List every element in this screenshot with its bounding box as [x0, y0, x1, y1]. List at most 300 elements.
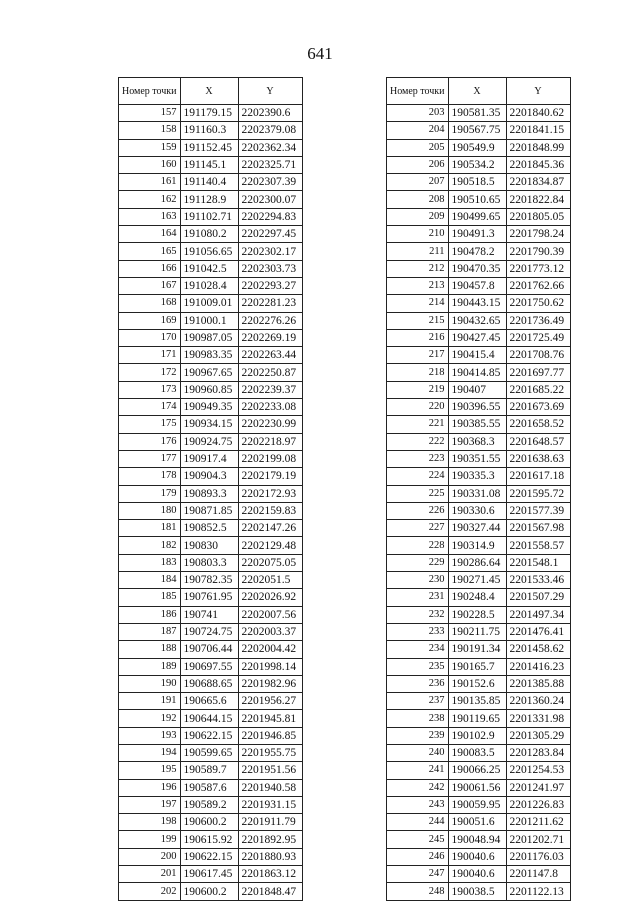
- point-number-cell: 208: [387, 191, 449, 208]
- table-row: [387, 416, 571, 433]
- x-cell: 191080.2: [180, 226, 238, 243]
- table-body-left: [119, 105, 303, 901]
- x-cell: 190587.6: [180, 779, 238, 796]
- y-cell: 2202325.71: [238, 156, 302, 173]
- point-number-cell: 218: [387, 364, 449, 381]
- point-number-cell: 209: [387, 208, 449, 225]
- point-number-cell: 160: [119, 156, 181, 173]
- table-row: [119, 554, 303, 571]
- table-row: [387, 226, 571, 243]
- table-row: [119, 381, 303, 398]
- table-row: [119, 866, 303, 883]
- y-cell: 2202129.48: [238, 537, 302, 554]
- header-y: Y: [506, 78, 570, 105]
- x-cell: 190083.5: [448, 744, 506, 761]
- y-cell: 2201697.77: [506, 364, 570, 381]
- y-cell: 2201226.83: [506, 796, 570, 813]
- table-row: [387, 381, 571, 398]
- y-cell: 2202297.45: [238, 226, 302, 243]
- table-row: [119, 399, 303, 416]
- y-cell: 2202233.08: [238, 399, 302, 416]
- y-cell: 2201331.98: [506, 710, 570, 727]
- x-cell: 191102.71: [180, 208, 238, 225]
- y-cell: 2201533.46: [506, 572, 570, 589]
- x-cell: 190665.6: [180, 693, 238, 710]
- y-cell: 2201956.27: [238, 693, 302, 710]
- point-number-cell: 239: [387, 727, 449, 744]
- x-cell: 191152.45: [180, 139, 238, 156]
- point-number-cell: 187: [119, 623, 181, 640]
- x-cell: 190987.05: [180, 329, 238, 346]
- y-cell: 2201673.69: [506, 399, 570, 416]
- table-row: [387, 243, 571, 260]
- y-cell: 2201982.96: [238, 675, 302, 692]
- x-cell: 190048.94: [448, 831, 506, 848]
- x-cell: 190983.35: [180, 347, 238, 364]
- table-row: [119, 174, 303, 191]
- y-cell: 2201805.05: [506, 208, 570, 225]
- table-row: [119, 226, 303, 243]
- table-row: [119, 589, 303, 606]
- point-number-cell: 195: [119, 762, 181, 779]
- table-row: [387, 502, 571, 519]
- point-number-cell: 221: [387, 416, 449, 433]
- point-number-cell: 161: [119, 174, 181, 191]
- table-row: [387, 468, 571, 485]
- point-number-cell: 236: [387, 675, 449, 692]
- table-row: [119, 502, 303, 519]
- y-cell: 2202307.39: [238, 174, 302, 191]
- point-number-cell: 162: [119, 191, 181, 208]
- header-y: Y: [238, 78, 302, 105]
- y-cell: 2201685.22: [506, 381, 570, 398]
- table-body-right: [387, 105, 571, 901]
- x-cell: 190949.35: [180, 399, 238, 416]
- x-cell: 190478.2: [448, 243, 506, 260]
- table-row: [387, 174, 571, 191]
- y-cell: 2201998.14: [238, 658, 302, 675]
- table-row: [387, 866, 571, 883]
- y-cell: 2201951.56: [238, 762, 302, 779]
- x-cell: 190622.15: [180, 848, 238, 865]
- y-cell: 2202147.26: [238, 520, 302, 537]
- x-cell: 190443.15: [448, 295, 506, 312]
- x-cell: 190615.92: [180, 831, 238, 848]
- x-cell: 190622.15: [180, 727, 238, 744]
- point-number-cell: 244: [387, 814, 449, 831]
- y-cell: 2201595.72: [506, 485, 570, 502]
- point-number-cell: 215: [387, 312, 449, 329]
- table-row: [119, 243, 303, 260]
- x-cell: 190248.4: [448, 589, 506, 606]
- point-number-cell: 247: [387, 866, 449, 883]
- x-cell: 190803.3: [180, 554, 238, 571]
- x-cell: 190549.9: [448, 139, 506, 156]
- x-cell: 190211.75: [448, 623, 506, 640]
- point-number-cell: 207: [387, 174, 449, 191]
- header-x: X: [180, 78, 238, 105]
- point-number-cell: 234: [387, 641, 449, 658]
- table-row: [119, 848, 303, 865]
- x-cell: 190724.75: [180, 623, 238, 640]
- x-cell: 191028.4: [180, 277, 238, 294]
- y-cell: 2201840.62: [506, 105, 570, 122]
- table-row: [119, 364, 303, 381]
- x-cell: 190191.34: [448, 641, 506, 658]
- y-cell: 2201845.36: [506, 156, 570, 173]
- table-row: [119, 744, 303, 761]
- table-row: [119, 883, 303, 900]
- x-cell: 190904.3: [180, 468, 238, 485]
- x-cell: 190396.55: [448, 399, 506, 416]
- x-cell: 190432.65: [448, 312, 506, 329]
- table-row: [119, 641, 303, 658]
- table-row: [119, 710, 303, 727]
- point-number-cell: 184: [119, 572, 181, 589]
- point-number-cell: 166: [119, 260, 181, 277]
- point-number-cell: 199: [119, 831, 181, 848]
- table-row: [387, 122, 571, 139]
- y-cell: 2202250.87: [238, 364, 302, 381]
- point-number-cell: 213: [387, 277, 449, 294]
- table-row: [119, 831, 303, 848]
- table-row: [387, 312, 571, 329]
- y-cell: 2201617.18: [506, 468, 570, 485]
- table-row: [387, 260, 571, 277]
- x-cell: 190152.6: [448, 675, 506, 692]
- table-row: [387, 762, 571, 779]
- table-row: [119, 105, 303, 122]
- point-number-cell: 248: [387, 883, 449, 900]
- point-number-cell: 183: [119, 554, 181, 571]
- y-cell: 2201955.75: [238, 744, 302, 761]
- point-number-cell: 243: [387, 796, 449, 813]
- point-number-cell: 235: [387, 658, 449, 675]
- y-cell: 2202172.93: [238, 485, 302, 502]
- x-cell: 191160.3: [180, 122, 238, 139]
- y-cell: 2201211.62: [506, 814, 570, 831]
- table-row: [119, 779, 303, 796]
- table-row: [387, 191, 571, 208]
- point-number-cell: 189: [119, 658, 181, 675]
- header-x: X: [448, 78, 506, 105]
- x-cell: 190491.3: [448, 226, 506, 243]
- y-cell: 2201638.63: [506, 450, 570, 467]
- table-row: [387, 554, 571, 571]
- y-cell: 2202159.83: [238, 502, 302, 519]
- table-row: [387, 105, 571, 122]
- point-number-cell: 159: [119, 139, 181, 156]
- x-cell: 190706.44: [180, 641, 238, 658]
- point-number-cell: 200: [119, 848, 181, 865]
- x-cell: 190119.65: [448, 710, 506, 727]
- point-number-cell: 171: [119, 347, 181, 364]
- table-row: [387, 520, 571, 537]
- y-cell: 2201946.85: [238, 727, 302, 744]
- table-row: [387, 744, 571, 761]
- x-cell: 191179.15: [180, 105, 238, 122]
- table-row: [119, 122, 303, 139]
- point-number-cell: 185: [119, 589, 181, 606]
- table-row: [387, 710, 571, 727]
- point-number-cell: 214: [387, 295, 449, 312]
- x-cell: 191140.4: [180, 174, 238, 191]
- x-cell: 190414.85: [448, 364, 506, 381]
- y-cell: 2201558.57: [506, 537, 570, 554]
- y-cell: 2202075.05: [238, 554, 302, 571]
- x-cell: 190761.95: [180, 589, 238, 606]
- y-cell: 2202362.34: [238, 139, 302, 156]
- x-cell: 190510.65: [448, 191, 506, 208]
- table-row: [387, 295, 571, 312]
- table-row: [387, 572, 571, 589]
- table-row: [387, 537, 571, 554]
- point-number-cell: 176: [119, 433, 181, 450]
- y-cell: 2202379.08: [238, 122, 302, 139]
- point-number-cell: 177: [119, 450, 181, 467]
- y-cell: 2202199.08: [238, 450, 302, 467]
- table-row: [119, 572, 303, 589]
- header-point-number: Номер точки: [119, 78, 181, 105]
- y-cell: 2201736.49: [506, 312, 570, 329]
- point-number-cell: 212: [387, 260, 449, 277]
- page-number: 641: [307, 44, 333, 63]
- y-cell: 2201458.62: [506, 641, 570, 658]
- point-number-cell: 246: [387, 848, 449, 865]
- x-cell: 191128.9: [180, 191, 238, 208]
- table-row: [387, 329, 571, 346]
- point-number-cell: 157: [119, 105, 181, 122]
- y-cell: 2202303.73: [238, 260, 302, 277]
- table-row: [119, 623, 303, 640]
- x-cell: 190830: [180, 537, 238, 554]
- y-cell: 2202026.92: [238, 589, 302, 606]
- coordinates-table-left: [118, 77, 303, 901]
- table-row: [387, 693, 571, 710]
- x-cell: 190871.85: [180, 502, 238, 519]
- y-cell: 2201848.47: [238, 883, 302, 900]
- y-cell: 2202269.19: [238, 329, 302, 346]
- x-cell: 190228.5: [448, 606, 506, 623]
- point-number-cell: 182: [119, 537, 181, 554]
- table-row: [119, 814, 303, 831]
- y-cell: 2201254.53: [506, 762, 570, 779]
- point-number-cell: 190: [119, 675, 181, 692]
- table-row: [119, 295, 303, 312]
- point-number-cell: 223: [387, 450, 449, 467]
- x-cell: 190741: [180, 606, 238, 623]
- table-row: [119, 208, 303, 225]
- y-cell: 2201548.1: [506, 554, 570, 571]
- point-number-cell: 165: [119, 243, 181, 260]
- point-number-cell: 231: [387, 589, 449, 606]
- x-cell: 190040.6: [448, 848, 506, 865]
- x-cell: 190688.65: [180, 675, 238, 692]
- table-row: [119, 277, 303, 294]
- y-cell: 2202218.97: [238, 433, 302, 450]
- point-number-cell: 198: [119, 814, 181, 831]
- point-number-cell: 186: [119, 606, 181, 623]
- table-row: [119, 329, 303, 346]
- table-row: [387, 814, 571, 831]
- table-row: [119, 156, 303, 173]
- y-cell: 2201122.13: [506, 883, 570, 900]
- y-cell: 2201567.98: [506, 520, 570, 537]
- point-number-cell: 169: [119, 312, 181, 329]
- x-cell: 190470.35: [448, 260, 506, 277]
- point-number-cell: 168: [119, 295, 181, 312]
- y-cell: 2201790.39: [506, 243, 570, 260]
- table-row: [119, 416, 303, 433]
- point-number-cell: 227: [387, 520, 449, 537]
- table-row: [119, 139, 303, 156]
- y-cell: 2201176.03: [506, 848, 570, 865]
- table-row: [119, 727, 303, 744]
- table-row: [119, 693, 303, 710]
- header-point-number: Номер точки: [387, 78, 449, 105]
- x-cell: 190782.35: [180, 572, 238, 589]
- x-cell: 190038.5: [448, 883, 506, 900]
- x-cell: 190924.75: [180, 433, 238, 450]
- point-number-cell: 191: [119, 693, 181, 710]
- point-number-cell: 232: [387, 606, 449, 623]
- y-cell: 2202302.17: [238, 243, 302, 260]
- x-cell: 190051.6: [448, 814, 506, 831]
- table-row: [119, 762, 303, 779]
- point-number-cell: 220: [387, 399, 449, 416]
- point-number-cell: 245: [387, 831, 449, 848]
- point-number-cell: 206: [387, 156, 449, 173]
- x-cell: 190852.5: [180, 520, 238, 537]
- point-number-cell: 197: [119, 796, 181, 813]
- table-row: [387, 658, 571, 675]
- point-number-cell: 193: [119, 727, 181, 744]
- y-cell: 2201708.76: [506, 347, 570, 364]
- table-row: [387, 139, 571, 156]
- point-number-cell: 204: [387, 122, 449, 139]
- x-cell: 190518.5: [448, 174, 506, 191]
- y-cell: 2201940.58: [238, 779, 302, 796]
- x-cell: 190893.3: [180, 485, 238, 502]
- table-header-row: [387, 78, 571, 105]
- y-cell: 2201658.52: [506, 416, 570, 433]
- table-row: [387, 831, 571, 848]
- x-cell: 190534.2: [448, 156, 506, 173]
- table-row: [387, 347, 571, 364]
- y-cell: 2201648.57: [506, 433, 570, 450]
- point-number-cell: 178: [119, 468, 181, 485]
- y-cell: 2202390.6: [238, 105, 302, 122]
- table-row: [119, 312, 303, 329]
- point-number-cell: 229: [387, 554, 449, 571]
- point-number-cell: 211: [387, 243, 449, 260]
- table-row: [119, 191, 303, 208]
- point-number-cell: 224: [387, 468, 449, 485]
- x-cell: 190644.15: [180, 710, 238, 727]
- x-cell: 190102.9: [448, 727, 506, 744]
- table-row: [387, 675, 571, 692]
- point-number-cell: 164: [119, 226, 181, 243]
- point-number-cell: 174: [119, 399, 181, 416]
- x-cell: 190415.4: [448, 347, 506, 364]
- y-cell: 2202230.99: [238, 416, 302, 433]
- y-cell: 2201202.71: [506, 831, 570, 848]
- y-cell: 2201822.84: [506, 191, 570, 208]
- x-cell: 190934.15: [180, 416, 238, 433]
- x-cell: 190368.3: [448, 433, 506, 450]
- table-row: [387, 796, 571, 813]
- table-row: [387, 779, 571, 796]
- point-number-cell: 158: [119, 122, 181, 139]
- point-number-cell: 242: [387, 779, 449, 796]
- table-row: [387, 450, 571, 467]
- y-cell: 2201834.87: [506, 174, 570, 191]
- y-cell: 2201892.95: [238, 831, 302, 848]
- x-cell: 190061.56: [448, 779, 506, 796]
- x-cell: 191000.1: [180, 312, 238, 329]
- y-cell: 2202300.07: [238, 191, 302, 208]
- y-cell: 2201725.49: [506, 329, 570, 346]
- x-cell: 191056.65: [180, 243, 238, 260]
- x-cell: 190331.08: [448, 485, 506, 502]
- point-number-cell: 210: [387, 226, 449, 243]
- x-cell: 190581.35: [448, 105, 506, 122]
- table-row: [387, 589, 571, 606]
- point-number-cell: 217: [387, 347, 449, 364]
- point-number-cell: 192: [119, 710, 181, 727]
- x-cell: 191042.5: [180, 260, 238, 277]
- x-cell: 191145.1: [180, 156, 238, 173]
- y-cell: 2202007.56: [238, 606, 302, 623]
- x-cell: 190600.2: [180, 814, 238, 831]
- y-cell: 2201241.97: [506, 779, 570, 796]
- y-cell: 2201773.12: [506, 260, 570, 277]
- table-row: [387, 399, 571, 416]
- y-cell: 2201305.29: [506, 727, 570, 744]
- x-cell: 190917.4: [180, 450, 238, 467]
- y-cell: 2201385.88: [506, 675, 570, 692]
- y-cell: 2201945.81: [238, 710, 302, 727]
- table-row: [119, 468, 303, 485]
- y-cell: 2201283.84: [506, 744, 570, 761]
- table-row: [387, 364, 571, 381]
- point-number-cell: 237: [387, 693, 449, 710]
- point-number-cell: 180: [119, 502, 181, 519]
- point-number-cell: 172: [119, 364, 181, 381]
- y-cell: 2201577.39: [506, 502, 570, 519]
- table-row: [387, 883, 571, 900]
- point-number-cell: 222: [387, 433, 449, 450]
- point-number-cell: 188: [119, 641, 181, 658]
- x-cell: 190457.8: [448, 277, 506, 294]
- y-cell: 2201931.15: [238, 796, 302, 813]
- table-row: [119, 796, 303, 813]
- point-number-cell: 225: [387, 485, 449, 502]
- point-number-cell: 219: [387, 381, 449, 398]
- x-cell: 190165.7: [448, 658, 506, 675]
- point-number-cell: 226: [387, 502, 449, 519]
- y-cell: 2201880.93: [238, 848, 302, 865]
- table-row: [387, 156, 571, 173]
- point-number-cell: 205: [387, 139, 449, 156]
- table-row: [387, 277, 571, 294]
- table-row: [387, 848, 571, 865]
- table-row: [119, 537, 303, 554]
- x-cell: 190271.45: [448, 572, 506, 589]
- point-number-cell: 179: [119, 485, 181, 502]
- y-cell: 2201416.23: [506, 658, 570, 675]
- point-number-cell: 194: [119, 744, 181, 761]
